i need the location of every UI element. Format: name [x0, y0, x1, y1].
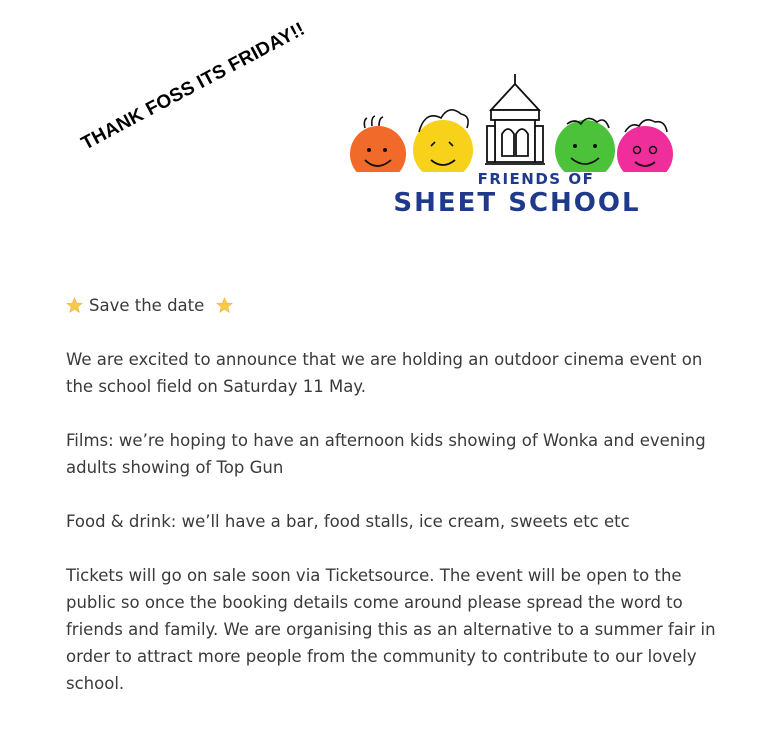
logo-graphic: [345, 72, 685, 172]
school-tower-icon: [485, 74, 545, 164]
orange-face-icon: [350, 116, 406, 172]
friends-of-sheet-school-logo: [345, 72, 685, 222]
save-the-date-text: Save the date: [89, 296, 205, 315]
thank-foss-friday-stamp: THANK FOSS ITS FRIDAY!!: [78, 18, 309, 155]
green-face-icon: [555, 118, 615, 172]
announcement-paragraph: We are excited to announce that we are holding an outdoor cinema event on the school field on Saturday 11 May.: [66, 350, 703, 396]
food-drink-paragraph: Food & drink: we’ll have a bar, food stalls, ice cream, sweets etc etc: [66, 512, 630, 531]
yellow-face-icon: [413, 110, 473, 172]
films-paragraph: Films: we’re hoping to have an afternoon kids showing of Wonka and evening adults showing of Top Gun: [66, 431, 706, 477]
star-icon: [66, 297, 83, 314]
tickets-paragraph: Tickets will go on sale soon via Ticketsource. The event will be open to the public so once the booking details come around please spread the word to friends and family. We are organising this as an alternative to a summer fair in order to attract more people from the community to contribute to our lovely school.: [66, 566, 716, 693]
logo-sheet-school-text: SHEET SCHOOL: [393, 188, 641, 218]
star-icon: [216, 297, 233, 314]
logo-friends-of-text: FRIENDS OF: [477, 170, 595, 188]
post-body: [66, 292, 726, 724]
pink-face-icon: [617, 120, 673, 172]
save-the-date-line: [66, 292, 726, 319]
